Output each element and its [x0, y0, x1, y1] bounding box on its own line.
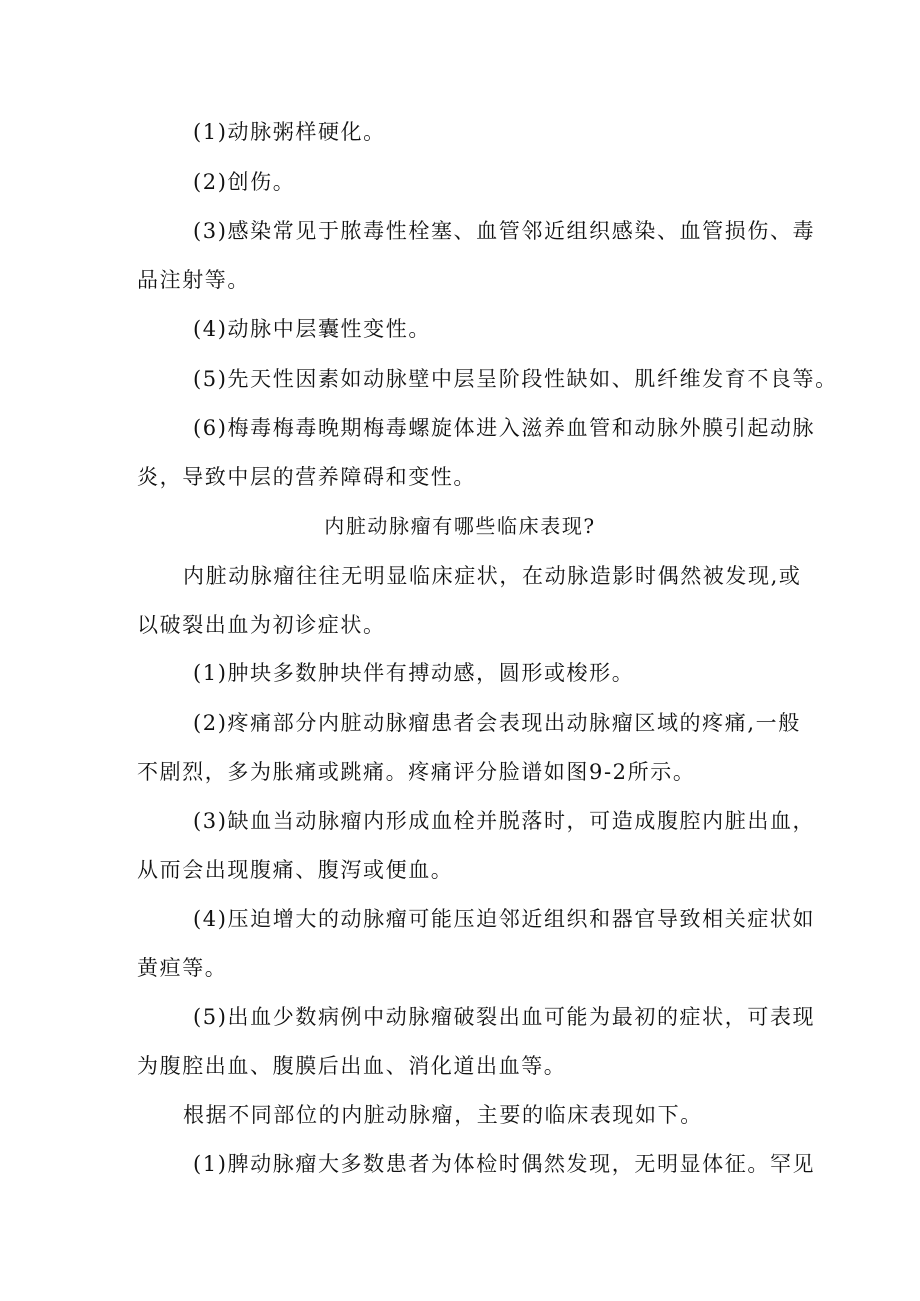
paragraph-symptom-2-cont: 不剧烈，多为胀痛或跳痛。疼痛评分脸谱如图9-2所示。: [137, 760, 696, 784]
paragraph-location-1: (1)脾动脉瘤大多数患者为体检时偶然发现，无明显体征。罕见: [193, 1152, 816, 1176]
paragraph-symptom-1: (1)肿块多数肿块伴有搏动感，圆形或梭形。: [193, 661, 635, 685]
paragraph-symptom-4: (4)压迫增大的动脉瘤可能压迫邻近组织和器官导致相关症状如: [193, 907, 816, 931]
paragraph-symptom-4-cont: 黄疸等。: [137, 956, 228, 980]
paragraph-symptom-2: (2)疼痛部分内脏动脉瘤患者会表现出动脉瘤区域的疼痛,一般: [193, 711, 801, 735]
paragraph-symptom-3: (3)缺血当动脉瘤内形成血栓并脱落时，可造成腹腔内脏出血，: [193, 809, 816, 833]
paragraph-cause-1: (1)动脉粥样硬化。: [193, 120, 386, 144]
paragraph-intro: 内脏动脉瘤往往无明显临床症状，在动脉造影时偶然被发现,或: [183, 564, 802, 588]
paragraph-symptom-5: (5)出血少数病例中动脉瘤破裂出血可能为最初的症状，可表现: [193, 1005, 816, 1029]
paragraph-symptom-5-cont: 为腹腔出血、腹膜后出血、消化道出血等。: [137, 1054, 567, 1078]
paragraph-cause-3-cont: 品注射等。: [137, 268, 250, 292]
paragraph-intro-cont: 以破裂出血为初诊症状。: [137, 613, 386, 637]
paragraph-symptom-3-cont: 从而会出现腹痛、腹泻或便血。: [137, 858, 454, 882]
paragraph-by-location: 根据不同部位的内脏动脉瘤，主要的临床表现如下。: [183, 1103, 703, 1127]
paragraph-cause-3: (3)感染常见于脓毒性栓塞、血管邻近组织感染、血管损伤、毒: [193, 219, 816, 243]
paragraph-cause-6: (6)梅毒梅毒晚期梅毒螺旋体进入滋养血管和动脉外膜引起动脉: [193, 416, 816, 440]
paragraph-cause-2: (2)创伤。: [193, 170, 296, 194]
section-heading: 内脏动脉瘤有哪些临床表现?: [324, 514, 596, 538]
paragraph-cause-5: (5)先天性因素如动脉壁中层呈阶段性缺如、肌纤维发育不良等。: [193, 367, 838, 391]
paragraph-cause-4: (4)动脉中层囊性变性。: [193, 317, 431, 341]
paragraph-cause-6-cont: 炎，导致中层的营养障碍和变性。: [137, 465, 476, 489]
